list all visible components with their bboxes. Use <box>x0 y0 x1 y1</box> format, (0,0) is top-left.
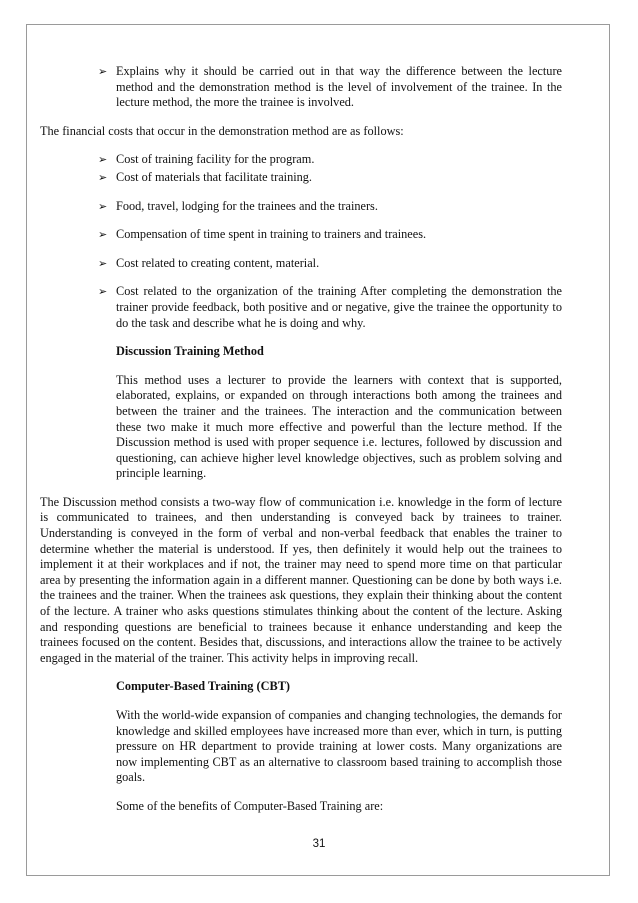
discussion-body: The Discussion method consists a two-way flow of communication i.e. knowledge in the form of lecture is communicated to trainees, and then understanding is conveyed back by trainees to trainer. Understanding is conveyed in the form of verbal and non-verbal feedback that enables the trainer to determine whether the material is understood. If yes, then definitely it would help out the trainees to implement it at their workplaces and if not, the trainer may need to spend more time on that particular area by presenting the information again in a different manner. Questioning can be done by both ways i.e. the trainees and the trainer. When the trainees ask questions, they explain their thinking about the content of the lecture. A trainer who asks questions stimulates thinking about the content of the lecture. Asking and responding questions are beneficial to trainees because it enhance understanding and keep the trainees focused on the content. Besides that, discussions, and interactions allow the trainee to be actively engaged in the material of the trainer. This activity helps in improving recall. <box>40 494 562 665</box>
page-content <box>40 64 562 815</box>
discussion-paragraph: This method uses a lecturer to provide the learners with context that is supported, elaborated, explains, or expanded on through interactions both among the trainees and between the trainer and the trainees. The interaction and the communication between these two make it much more effective and powerful than the lecture method. If the Discussion method is used with proper sequence i.e. lectures, followed by discussion and questioning, can achieve higher level knowledge objectives, such as problem solving and principle learning. <box>116 372 562 481</box>
arrow-bullet-icon: ➢ <box>98 228 108 242</box>
bullet-item <box>76 284 562 331</box>
bullet-text: Cost related to creating content, material. <box>116 255 320 270</box>
bullet-item <box>76 227 562 243</box>
bullet-text: Cost of materials that facilitate training. <box>116 169 313 184</box>
arrow-bullet-icon: ➢ <box>98 285 108 299</box>
arrow-bullet-icon: ➢ <box>98 153 108 167</box>
bullet-item <box>76 256 562 272</box>
bullet-text: Cost related to the organization of the training After completing the demonstration the trainer provide feedback, both positive and or negative, give the trainee the opportunity to do the task and describe what he is doing and why. <box>116 284 562 330</box>
page-number: 31 <box>312 838 326 850</box>
arrow-bullet-icon: ➢ <box>98 65 108 78</box>
arrow-bullet-icon: ➢ <box>98 256 108 270</box>
bullet-item <box>76 152 562 168</box>
bullet-item <box>76 199 562 215</box>
cbt-paragraph: With the world-wide expansion of companies and changing technologies, the demands for knowledge and skilled employees have increased more than ever, which in turn, is putting pressure on HR department to provide training at lower costs. Many organizations are now implementing CBT as an alternative to classroom based training to accomplish those goals. <box>116 708 562 785</box>
costs-intro: The financial costs that occur in the demonstration method are as follows: <box>40 123 404 138</box>
bullet-text: Cost of training facility for the program. <box>116 152 315 167</box>
section-heading-discussion: Discussion Training Method <box>116 344 264 359</box>
cbt-benefits-intro: Some of the benefits of Computer-Based Training are: <box>116 798 384 813</box>
bullet-text: Explains why it should be carried out in that way the difference between the lecture method and the demonstration method is the level of involvement of the trainee. In the lecture method, the more the trainee is involved. <box>116 64 562 110</box>
bullet-item <box>76 170 562 186</box>
bullet-text: Food, travel, lodging for the trainees and the trainers. <box>116 198 378 213</box>
bullet-item <box>76 64 562 111</box>
section-heading-cbt: Computer-Based Training (CBT) <box>116 679 290 694</box>
arrow-bullet-icon: ➢ <box>98 199 108 213</box>
arrow-bullet-icon: ➢ <box>98 170 108 184</box>
bullet-text: Compensation of time spent in training to trainers and trainees. <box>116 227 427 242</box>
